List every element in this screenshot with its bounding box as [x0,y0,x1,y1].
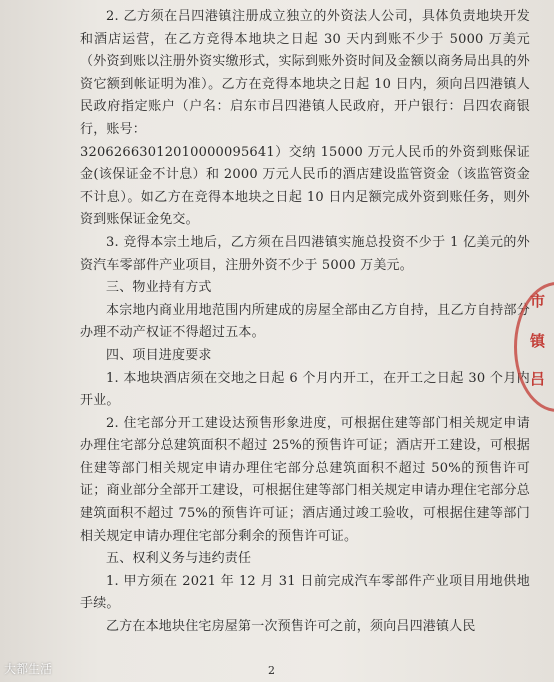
section-heading-rights: 五、权利义务与违约责任 [106,551,252,567]
seal-char-3: 吕 [530,370,546,388]
watermark-logo: 大都生活 [4,662,53,676]
section-heading-property: 三、物业持有方式 [106,280,212,296]
paragraph-property-holding: 本宗地内商业用地范围内所建成的房屋全部由乙方自持，且乙方自持部分办理不动产权证不得超过五本。 [80,302,530,341]
seal-char-2: 镇 [530,332,546,350]
paragraph-deposit: 32062663012010000095641）交纳 15000 万元人民币的外资到账保证金(该保证金不计息）和 2000 万元人民币的酒店建设监管资金（该监管资金不计息）。如乙方在竞得本地块之日起 10 日内足额完成外资到账任务，则外资到账保证金免交。 [80,144,530,228]
paragraph-3-investment: 3. 竞得本宗土地后，乙方须在吕四港镇实施总投资不少于 1 亿美元的外资汽车零部件产业项目，注册外资不少于 5000 万美元。 [80,234,530,273]
paragraph-progress-2: 2. 住宅部分开工建设达预售形象进度，可根据住建等部门相关规定申请办理住宅部分总建筑面积不超过 25%的预售许可证；酒店开工建设，可根据住建等部门相关规定申请办理住宅部分总建筑面积不超过 50%的预售许可证；商业部分全部开工建设，可根据住建等部门相关规定申请办理住宅部分总建筑面积不超过 75%的预售许可证；酒店通过竣工验收，可根据住建等部门相关规定申请办理住宅部分剩余的预售许可证。 [80,415,530,544]
paragraph-rights-2: 乙方在本地块住宅房屋第一次预售许可之前，须向吕四港镇人民 [106,619,476,635]
seal-char-1: 市 [530,292,546,310]
paragraph-progress-1: 1. 本地块酒店须在交地之日起 6 个月内开工，在开工之日起 30 个月内开业。 [80,370,530,409]
paragraph-rights-1: 1. 甲方须在 2021 年 12 月 31 日前完成汽车零部件产业项目用地供地手续。 [80,573,530,612]
section-heading-progress: 四、项目进度要求 [106,347,212,363]
paragraph-2-foreign-company: 2. 乙方须在吕四港镇注册成立独立的外资法人公司，具体负责地块开发和酒店运营，在乙方竞得本地块之日起 30 天内到账不少于 5000 万美元（外资到账以注册外资实缴形式，实际到账外资时间及金额以商务局出具的外资它额到帐证明为准）。乙方在竞得本地块之日起 10 日内，须向吕四港镇人民政府指定账户（户名：启东市吕四港镇人民政府，开户银行：吕四农商银行，账号： [80,9,530,137]
page-number: 2 [268,664,275,677]
document-body [80,6,530,639]
